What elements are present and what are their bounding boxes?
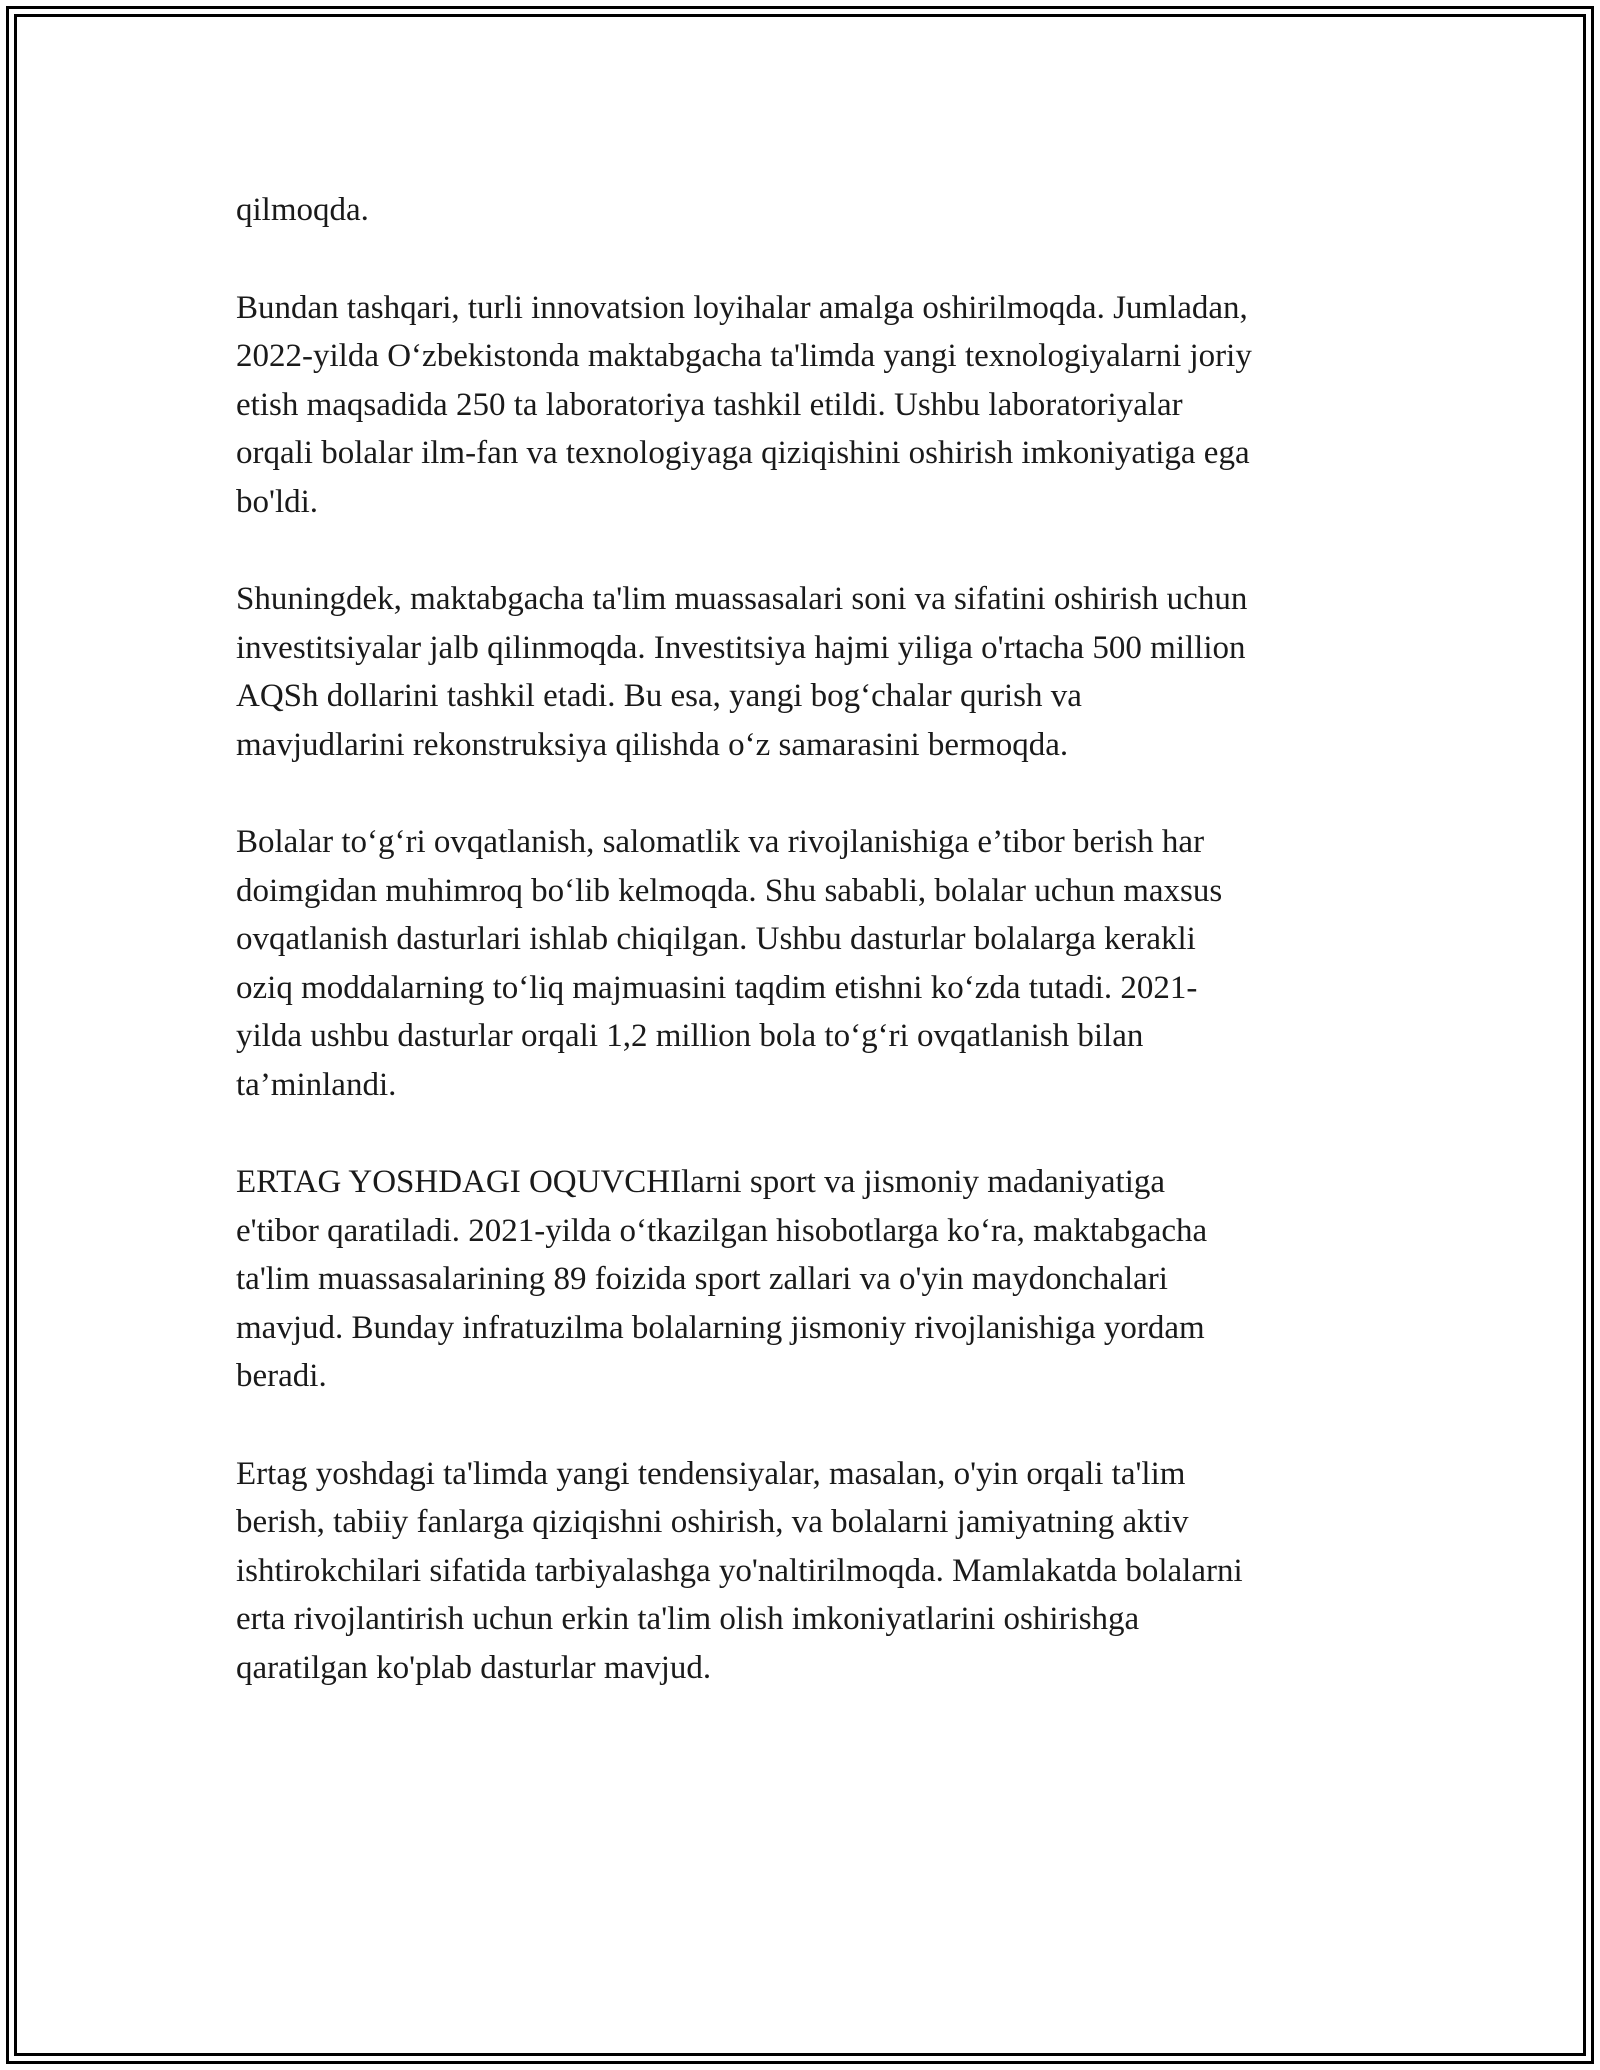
paragraph-sport: ERTAG YOSHDAGI OQUVCHIlarni sport va jismoniy madaniyatiga e'tibor qaratiladi. 2021-yilda o‘tkazilgan hisobotlarga ko‘ra, maktabgacha ta'lim muassasalarining 89 foizida sport zallari va o'yin maydonchalari mavjud. Bunday infratuzilma bolalarning jismoniy rivojlanishiga yordam beradi. (236, 1164, 1208, 1394)
document-body (236, 186, 1366, 1692)
paragraph-innovation-projects: Bundan tashqari, turli innovatsion loyihalar amalga oshirilmoqda. Jumladan, 2022-yilda O‘zbekistonda maktabgacha ta'limda yangi texnologiyalarni joriy etish maqsadida 250 ta laboratoriya tashkil etildi. Ushbu laboratoriyalar orqali bolalar ilm-fan va texnologiyaga qiziqishini oshirish imkoniyatiga ega bo'ldi. (236, 289, 1252, 520)
paragraph-investments: Shuningdek, maktabgacha ta'lim muassasalari soni va sifatini oshirish uchun investitsiyalar jalb qilinmoqda. Investitsiya hajmi yiliga o'rtacha 500 million AQSh dollarini tashkil etadi. Bu esa, yangi bog‘chalar qurish va mavjudlarini rekonstruksiya qilishda o‘z samarasini bermoqda. (236, 581, 1248, 763)
paragraph-continuation: qilmoqda. (236, 192, 369, 228)
paragraph-trends: Ertag yoshdagi ta'limda yangi tendensiyalar, masalan, o'yin orqali ta'lim berish, tabiiy fanlarga qiziqishni oshirish, va bolalarni jamiyatning aktiv ishtirokchilari sifatida tarbiyalashga yo'naltirilmoqda. Mamlakatda bolalarni erta rivojlantirish uchun erkin ta'lim olish imkoniyatlarini oshirishga qaratilgan ko'plab dasturlar mavjud. (236, 1455, 1243, 1686)
paragraph-nutrition: Bolalar to‘g‘ri ovqatlanish, salomatlik va rivojlanishiga e’tibor berish har doimgidan muhimroq bo‘lib kelmoqda. Shu sababli, bolalar uchun maxsus ovqatlanish dasturlari ishlab chiqilgan. Ushbu dasturlar bolalarga kerakli oziq moddalarning to‘liq majmuasini taqdim etishni ko‘zda tutadi. 2021- yilda ushbu dasturlar orqali 1,2 million bola to‘g‘ri ovqatlanish bilan ta’minlandi. (236, 824, 1223, 1103)
